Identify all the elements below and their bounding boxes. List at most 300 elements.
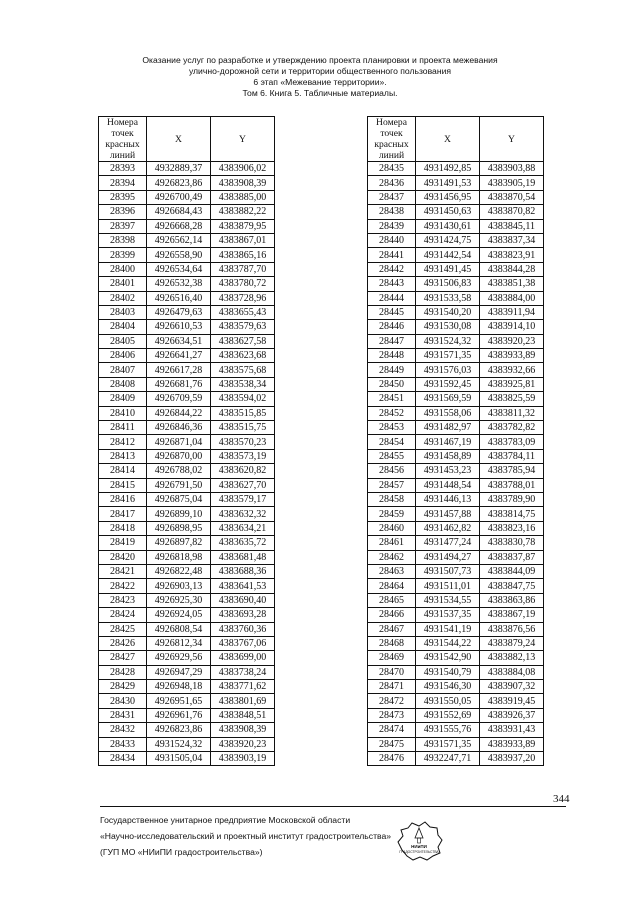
y-coordinate-cell: 4383681,48	[211, 550, 275, 564]
table-row	[99, 205, 275, 219]
x-coordinate-cell: 4926924,05	[147, 608, 211, 622]
coordinates-table-left	[98, 116, 275, 766]
x-coordinate-cell: 4926791,50	[147, 478, 211, 492]
x-coordinate-cell: 4931542,90	[416, 651, 480, 665]
x-coordinate-cell: 4931555,76	[416, 723, 480, 737]
point-number-cell: 28405	[99, 334, 147, 348]
point-number-cell: 28449	[368, 363, 416, 377]
point-number-cell: 28472	[368, 694, 416, 708]
point-number-cell: 28440	[368, 233, 416, 247]
y-coordinate-cell: 4383884,08	[480, 665, 544, 679]
y-coordinate-cell: 4383837,34	[480, 233, 544, 247]
table-row	[99, 651, 275, 665]
table-row	[99, 464, 275, 478]
point-number-cell: 28462	[368, 550, 416, 564]
table-row	[99, 190, 275, 204]
table-row	[368, 622, 544, 636]
point-number-cell: 28465	[368, 593, 416, 607]
x-coordinate-cell: 4931552,69	[416, 708, 480, 722]
point-number-cell: 28429	[99, 680, 147, 694]
y-coordinate-cell: 4383760,36	[211, 622, 275, 636]
y-coordinate-cell: 4383825,59	[480, 392, 544, 406]
x-coordinate-cell: 4931576,03	[416, 363, 480, 377]
table-row	[368, 636, 544, 650]
y-coordinate-cell: 4383830,78	[480, 536, 544, 550]
table-body-right	[368, 162, 544, 766]
table-row	[99, 421, 275, 435]
point-number-cell: 28397	[99, 219, 147, 233]
x-coordinate-cell: 4926562,14	[147, 233, 211, 247]
point-number-cell: 28445	[368, 305, 416, 319]
table-row	[368, 262, 544, 276]
footer-line-1: Государственное унитарное предприятие Московской области	[100, 815, 351, 825]
x-coordinate-cell: 4931448,54	[416, 478, 480, 492]
x-coordinate-cell: 4931550,05	[416, 694, 480, 708]
table-row	[368, 492, 544, 506]
x-coordinate-cell: 4931569,59	[416, 392, 480, 406]
x-coordinate-cell: 4926929,56	[147, 651, 211, 665]
y-coordinate-cell: 4383884,00	[480, 291, 544, 305]
y-coordinate-cell: 4383620,82	[211, 464, 275, 478]
y-coordinate-cell: 4383787,70	[211, 262, 275, 276]
x-coordinate-cell: 4931541,19	[416, 622, 480, 636]
y-coordinate-cell: 4383851,38	[480, 277, 544, 291]
table-row	[368, 377, 544, 391]
y-coordinate-cell: 4383847,75	[480, 579, 544, 593]
point-number-cell: 28418	[99, 521, 147, 535]
point-number-cell: 28404	[99, 320, 147, 334]
point-number-cell: 28447	[368, 334, 416, 348]
header-line-2: улично-дорожной сети и территории общественного пользования	[188, 66, 452, 76]
x-coordinate-cell: 4931494,27	[416, 550, 480, 564]
y-coordinate-cell: 4383515,75	[211, 421, 275, 435]
y-coordinate-cell: 4383882,13	[480, 651, 544, 665]
table-row	[368, 608, 544, 622]
table-row	[368, 694, 544, 708]
x-coordinate-cell: 4931492,85	[416, 162, 480, 176]
y-coordinate-cell: 4383627,70	[211, 478, 275, 492]
table-row	[99, 665, 275, 679]
y-coordinate-cell: 4383783,09	[480, 435, 544, 449]
x-coordinate-cell: 4926700,49	[147, 190, 211, 204]
x-coordinate-cell: 4931507,73	[416, 564, 480, 578]
y-coordinate-cell: 4383903,19	[211, 752, 275, 766]
table-row	[99, 680, 275, 694]
y-coordinate-cell: 4383688,36	[211, 564, 275, 578]
column-header-number: Номера точек красных линий	[99, 117, 147, 162]
y-coordinate-cell: 4383907,32	[480, 680, 544, 694]
table-row	[99, 248, 275, 262]
y-coordinate-cell: 4383879,95	[211, 219, 275, 233]
y-coordinate-cell: 4383579,63	[211, 320, 275, 334]
y-coordinate-cell: 4383845,11	[480, 219, 544, 233]
point-number-cell: 28459	[368, 507, 416, 521]
y-coordinate-cell: 4383814,75	[480, 507, 544, 521]
point-number-cell: 28456	[368, 464, 416, 478]
table-row	[99, 564, 275, 578]
header-line-3: 6 этап «Межевание территории».	[253, 77, 387, 87]
y-coordinate-cell: 4383570,23	[211, 435, 275, 449]
point-number-cell: 28457	[368, 478, 416, 492]
y-coordinate-cell: 4383538,34	[211, 377, 275, 391]
point-number-cell: 28461	[368, 536, 416, 550]
point-number-cell: 28425	[99, 622, 147, 636]
point-number-cell: 28470	[368, 665, 416, 679]
table-row	[99, 349, 275, 363]
y-coordinate-cell: 4383801,69	[211, 694, 275, 708]
y-coordinate-cell: 4383575,68	[211, 363, 275, 377]
table-row	[99, 162, 275, 176]
table-row	[368, 478, 544, 492]
x-coordinate-cell: 4926948,18	[147, 680, 211, 694]
y-coordinate-cell: 4383882,22	[211, 205, 275, 219]
x-coordinate-cell: 4926709,59	[147, 392, 211, 406]
point-number-cell: 28437	[368, 190, 416, 204]
table-row	[99, 636, 275, 650]
point-number-cell: 28409	[99, 392, 147, 406]
x-coordinate-cell: 4926684,43	[147, 205, 211, 219]
table-row	[368, 162, 544, 176]
y-coordinate-cell: 4383728,96	[211, 291, 275, 305]
point-number-cell: 28439	[368, 219, 416, 233]
y-coordinate-cell: 4383865,16	[211, 248, 275, 262]
point-number-cell: 28473	[368, 708, 416, 722]
table-row	[368, 349, 544, 363]
y-coordinate-cell: 4383782,82	[480, 421, 544, 435]
x-coordinate-cell: 4931506,83	[416, 277, 480, 291]
x-coordinate-cell: 4931467,19	[416, 435, 480, 449]
document-footer	[100, 812, 391, 860]
table-row	[99, 363, 275, 377]
column-header-y: Y	[480, 117, 544, 162]
x-coordinate-cell: 4931571,35	[416, 349, 480, 363]
y-coordinate-cell: 4383837,87	[480, 550, 544, 564]
table-row	[368, 320, 544, 334]
point-number-cell: 28417	[99, 507, 147, 521]
point-number-cell: 28426	[99, 636, 147, 650]
y-coordinate-cell: 4383788,01	[480, 478, 544, 492]
x-coordinate-cell: 4926961,76	[147, 708, 211, 722]
y-coordinate-cell: 4383579,17	[211, 492, 275, 506]
y-coordinate-cell: 4383870,54	[480, 190, 544, 204]
x-coordinate-cell: 4931537,35	[416, 608, 480, 622]
point-number-cell: 28427	[99, 651, 147, 665]
point-number-cell: 28421	[99, 564, 147, 578]
y-coordinate-cell: 4383906,02	[211, 162, 275, 176]
point-number-cell: 28433	[99, 737, 147, 751]
y-coordinate-cell: 4383848,51	[211, 708, 275, 722]
table-row	[368, 205, 544, 219]
y-coordinate-cell: 4383627,58	[211, 334, 275, 348]
point-number-cell: 28454	[368, 435, 416, 449]
column-header-number: Номера точек красных линий	[368, 117, 416, 162]
point-number-cell: 28446	[368, 320, 416, 334]
column-header-x: X	[147, 117, 211, 162]
x-coordinate-cell: 4926822,48	[147, 564, 211, 578]
point-number-cell: 28466	[368, 608, 416, 622]
y-coordinate-cell: 4383932,66	[480, 363, 544, 377]
table-row	[99, 521, 275, 535]
y-coordinate-cell: 4383823,16	[480, 521, 544, 535]
point-number-cell: 28452	[368, 406, 416, 420]
x-coordinate-cell: 4926846,36	[147, 421, 211, 435]
table-row	[368, 190, 544, 204]
table-row	[368, 421, 544, 435]
table-row	[368, 334, 544, 348]
x-coordinate-cell: 4926617,28	[147, 363, 211, 377]
point-number-cell: 28475	[368, 737, 416, 751]
column-header-x: X	[416, 117, 480, 162]
table-row	[99, 536, 275, 550]
y-coordinate-cell: 4383867,19	[480, 608, 544, 622]
x-coordinate-cell: 4926681,76	[147, 377, 211, 391]
table-row	[99, 291, 275, 305]
x-coordinate-cell: 4931540,79	[416, 665, 480, 679]
point-number-cell: 28471	[368, 680, 416, 694]
footer-line-2: «Научно-исследовательский и проектный институт градостроительства»	[100, 831, 392, 841]
y-coordinate-cell: 4383634,21	[211, 521, 275, 535]
x-coordinate-cell: 4926558,90	[147, 248, 211, 262]
table-row	[99, 392, 275, 406]
point-number-cell: 28423	[99, 593, 147, 607]
table-row	[368, 363, 544, 377]
y-coordinate-cell: 4383905,19	[480, 176, 544, 190]
x-coordinate-cell: 4931477,24	[416, 536, 480, 550]
table-row	[99, 320, 275, 334]
point-number-cell: 28435	[368, 162, 416, 176]
point-number-cell: 28467	[368, 622, 416, 636]
x-coordinate-cell: 4926870,00	[147, 449, 211, 463]
table-body-left	[99, 162, 275, 766]
table-row	[368, 536, 544, 550]
table-row	[99, 708, 275, 722]
y-coordinate-cell: 4383655,43	[211, 305, 275, 319]
y-coordinate-cell: 4383635,72	[211, 536, 275, 550]
table-row	[99, 233, 275, 247]
point-number-cell: 28422	[99, 579, 147, 593]
table-row	[368, 723, 544, 737]
point-number-cell: 28408	[99, 377, 147, 391]
y-coordinate-cell: 4383844,28	[480, 262, 544, 276]
table-row	[368, 579, 544, 593]
table-row	[368, 449, 544, 463]
x-coordinate-cell: 4926925,30	[147, 593, 211, 607]
y-coordinate-cell: 4383573,19	[211, 449, 275, 463]
x-coordinate-cell: 4931450,63	[416, 205, 480, 219]
y-coordinate-cell: 4383785,94	[480, 464, 544, 478]
footer-divider	[100, 806, 566, 807]
table-row	[99, 492, 275, 506]
x-coordinate-cell: 4931592,45	[416, 377, 480, 391]
table-row	[99, 752, 275, 766]
point-number-cell: 28403	[99, 305, 147, 319]
y-coordinate-cell: 4383844,09	[480, 564, 544, 578]
y-coordinate-cell: 4383885,00	[211, 190, 275, 204]
point-number-cell: 28432	[99, 723, 147, 737]
x-coordinate-cell: 4931491,45	[416, 262, 480, 276]
y-coordinate-cell: 4383908,39	[211, 723, 275, 737]
table-row	[368, 277, 544, 291]
point-number-cell: 28453	[368, 421, 416, 435]
point-number-cell: 28411	[99, 421, 147, 435]
point-number-cell: 28396	[99, 205, 147, 219]
y-coordinate-cell: 4383925,81	[480, 377, 544, 391]
y-coordinate-cell: 4383789,90	[480, 492, 544, 506]
point-number-cell: 28448	[368, 349, 416, 363]
point-number-cell: 28412	[99, 435, 147, 449]
table-row	[99, 377, 275, 391]
x-coordinate-cell: 4931446,13	[416, 492, 480, 506]
x-coordinate-cell: 4931524,32	[147, 737, 211, 751]
y-coordinate-cell: 4383780,72	[211, 277, 275, 291]
table-row	[99, 579, 275, 593]
x-coordinate-cell: 4931424,75	[416, 233, 480, 247]
table-row	[99, 262, 275, 276]
table-row	[368, 708, 544, 722]
y-coordinate-cell: 4383867,01	[211, 233, 275, 247]
point-number-cell: 28407	[99, 363, 147, 377]
y-coordinate-cell: 4383908,39	[211, 176, 275, 190]
table-row	[368, 219, 544, 233]
point-number-cell: 28441	[368, 248, 416, 262]
x-coordinate-cell: 4926818,98	[147, 550, 211, 564]
point-number-cell: 28395	[99, 190, 147, 204]
y-coordinate-cell: 4383920,23	[211, 737, 275, 751]
x-coordinate-cell: 4931456,95	[416, 190, 480, 204]
x-coordinate-cell: 4931511,01	[416, 579, 480, 593]
x-coordinate-cell: 4931571,35	[416, 737, 480, 751]
table-header-row	[99, 117, 275, 162]
column-header-y: Y	[211, 117, 275, 162]
table-row	[368, 176, 544, 190]
table-row	[368, 435, 544, 449]
table-row	[368, 593, 544, 607]
x-coordinate-cell: 4926641,27	[147, 349, 211, 363]
logo-text-2: ГРАДОСТРОИТЕЛЬСТВА	[399, 850, 439, 854]
y-coordinate-cell: 4383515,85	[211, 406, 275, 420]
point-number-cell: 28451	[368, 392, 416, 406]
x-coordinate-cell: 4931442,54	[416, 248, 480, 262]
table-row	[368, 392, 544, 406]
x-coordinate-cell: 4926897,82	[147, 536, 211, 550]
y-coordinate-cell: 4383767,06	[211, 636, 275, 650]
point-number-cell: 28444	[368, 291, 416, 305]
x-coordinate-cell: 4926532,38	[147, 277, 211, 291]
x-coordinate-cell: 4932889,37	[147, 162, 211, 176]
point-number-cell: 28436	[368, 176, 416, 190]
point-number-cell: 28443	[368, 277, 416, 291]
table-row	[99, 176, 275, 190]
y-coordinate-cell: 4383919,45	[480, 694, 544, 708]
table-row	[368, 752, 544, 766]
table-row	[99, 449, 275, 463]
y-coordinate-cell: 4383594,02	[211, 392, 275, 406]
y-coordinate-cell: 4383863,86	[480, 593, 544, 607]
point-number-cell: 28450	[368, 377, 416, 391]
point-number-cell: 28398	[99, 233, 147, 247]
page-number: 344	[553, 793, 570, 805]
x-coordinate-cell: 4926788,02	[147, 464, 211, 478]
x-coordinate-cell: 4926823,86	[147, 723, 211, 737]
x-coordinate-cell: 4926844,22	[147, 406, 211, 420]
x-coordinate-cell: 4931491,53	[416, 176, 480, 190]
footer-line-3: (ГУП МО «НИиПИ градостроительства»)	[100, 847, 263, 857]
point-number-cell: 28474	[368, 723, 416, 737]
y-coordinate-cell: 4383690,40	[211, 593, 275, 607]
y-coordinate-cell: 4383771,62	[211, 680, 275, 694]
point-number-cell: 28469	[368, 651, 416, 665]
x-coordinate-cell: 4926875,04	[147, 492, 211, 506]
y-coordinate-cell: 4383914,10	[480, 320, 544, 334]
table-row	[99, 694, 275, 708]
table-row	[99, 406, 275, 420]
y-coordinate-cell: 4383903,88	[480, 162, 544, 176]
x-coordinate-cell: 4926947,29	[147, 665, 211, 679]
x-coordinate-cell: 4932247,71	[416, 752, 480, 766]
x-coordinate-cell: 4931457,88	[416, 507, 480, 521]
point-number-cell: 28420	[99, 550, 147, 564]
y-coordinate-cell: 4383937,20	[480, 752, 544, 766]
x-coordinate-cell: 4926823,86	[147, 176, 211, 190]
x-coordinate-cell: 4931430,61	[416, 219, 480, 233]
x-coordinate-cell: 4931462,82	[416, 521, 480, 535]
table-row	[99, 608, 275, 622]
x-coordinate-cell: 4931453,23	[416, 464, 480, 478]
point-number-cell: 28393	[99, 162, 147, 176]
institute-logo-icon	[394, 820, 444, 862]
table-row	[368, 248, 544, 262]
table-row	[99, 507, 275, 521]
x-coordinate-cell: 4926534,64	[147, 262, 211, 276]
x-coordinate-cell: 4926899,10	[147, 507, 211, 521]
point-number-cell: 28406	[99, 349, 147, 363]
table-row	[368, 507, 544, 521]
table-row	[99, 305, 275, 319]
document-header	[90, 55, 550, 99]
y-coordinate-cell: 4383623,68	[211, 349, 275, 363]
point-number-cell: 28416	[99, 492, 147, 506]
point-number-cell: 28463	[368, 564, 416, 578]
point-number-cell: 28468	[368, 636, 416, 650]
y-coordinate-cell: 4383784,11	[480, 449, 544, 463]
table-row	[368, 564, 544, 578]
table-row	[99, 478, 275, 492]
table-row	[368, 680, 544, 694]
y-coordinate-cell: 4383823,91	[480, 248, 544, 262]
table-row	[368, 233, 544, 247]
table-row	[368, 406, 544, 420]
table-row	[99, 550, 275, 564]
table-row	[99, 593, 275, 607]
table-header-row	[368, 117, 544, 162]
x-coordinate-cell: 4926898,95	[147, 521, 211, 535]
table-row	[368, 464, 544, 478]
y-coordinate-cell: 4383876,56	[480, 622, 544, 636]
x-coordinate-cell: 4926610,53	[147, 320, 211, 334]
x-coordinate-cell: 4931540,20	[416, 305, 480, 319]
point-number-cell: 28401	[99, 277, 147, 291]
table-row	[368, 521, 544, 535]
point-number-cell: 28434	[99, 752, 147, 766]
x-coordinate-cell: 4926903,13	[147, 579, 211, 593]
table-row	[99, 277, 275, 291]
point-number-cell: 28458	[368, 492, 416, 506]
y-coordinate-cell: 4383933,89	[480, 737, 544, 751]
point-number-cell: 28442	[368, 262, 416, 276]
table-row	[368, 737, 544, 751]
table-row	[99, 334, 275, 348]
y-coordinate-cell: 4383641,53	[211, 579, 275, 593]
